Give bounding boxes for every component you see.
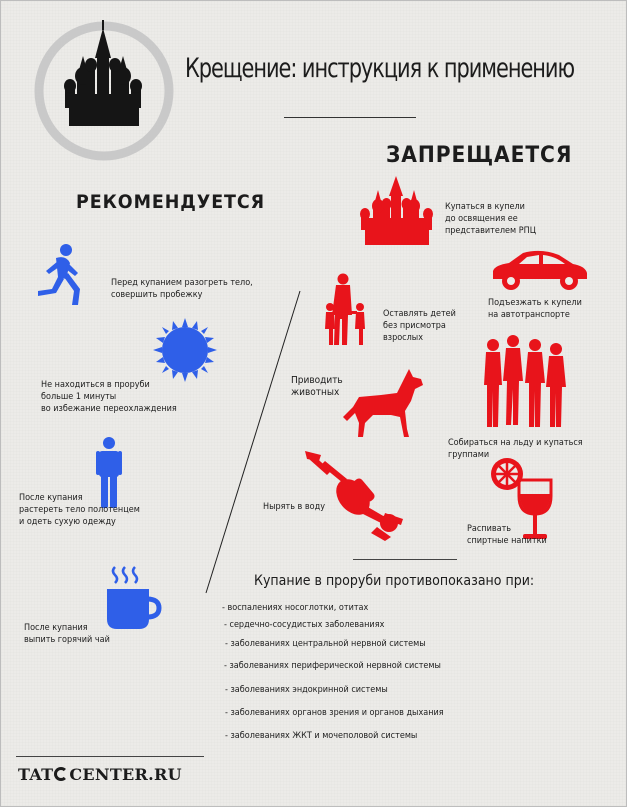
contraindications-title: Купание в проруби противопоказано при: bbox=[254, 573, 535, 589]
diver-icon bbox=[301, 447, 411, 543]
dog-icon bbox=[343, 367, 425, 439]
contra-item: - заболеваниях периферической нервной системы bbox=[224, 661, 441, 671]
forbidden-text-1: Купаться в купели до освящения ее представителем РПЦ bbox=[445, 202, 536, 236]
forbidden-text-4: Приводить животных bbox=[291, 375, 343, 398]
contra-item: - заболеваниях центральной нервной системы bbox=[225, 639, 426, 649]
church-icon bbox=[359, 176, 434, 246]
logo-text-right: CENTER.RU bbox=[69, 765, 182, 784]
recommended-heading: РЕКОМЕНДУЕТСЯ bbox=[76, 191, 266, 213]
recommended-text-3: После купания растереть тело полотенцем и одеть сухую одежду bbox=[19, 493, 140, 527]
logo-text-left: TAT bbox=[18, 765, 54, 784]
forbidden-text-6: Нырять в воду bbox=[263, 502, 326, 512]
recommended-text-2: Не находиться в проруби больше 1 минуты во избежание переохлаждения bbox=[41, 380, 177, 414]
group-icon bbox=[483, 333, 573, 429]
family-icon bbox=[323, 273, 378, 348]
site-logo[interactable] bbox=[18, 765, 182, 784]
forbidden-text-7: Распивать спиртные напитки bbox=[467, 524, 547, 546]
runner-icon bbox=[26, 241, 96, 311]
hot-cup-icon bbox=[105, 563, 165, 633]
contra-item: - заболеваниях эндокринной системы bbox=[225, 685, 388, 695]
forbidden-text-3: Оставлять детей без присмотра взрослых bbox=[383, 309, 456, 343]
logo-o-icon bbox=[54, 767, 68, 781]
contra-item: - воспалениях носоглотки, отитах bbox=[222, 603, 369, 613]
car-icon bbox=[489, 249, 589, 291]
recommended-text-4: После купания выпить горячий чай bbox=[24, 623, 110, 645]
sun-icon bbox=[151, 316, 219, 384]
forbidden-text-5: Собираться на льду и купаться группами bbox=[448, 438, 583, 460]
footer-rule bbox=[16, 756, 204, 757]
contra-item: - заболеваниях ЖКТ и мочеполовой системы bbox=[225, 731, 418, 741]
contra-rule bbox=[353, 559, 457, 560]
forbidden-text-2: Подъезжать к купели на автотранспорте bbox=[488, 298, 582, 320]
recommended-text-1: Перед купанием разогреть тело, совершить пробежку bbox=[111, 278, 253, 300]
forbidden-heading: ЗАПРЕЩАЕТСЯ bbox=[386, 143, 573, 168]
contra-item: - заболеваниях органов зрения и органов дыхания bbox=[225, 708, 444, 718]
contra-item: - сердечно-сосудистых заболеваниях bbox=[224, 620, 385, 630]
page-title: Крещение: инструкция к применению bbox=[185, 53, 575, 84]
